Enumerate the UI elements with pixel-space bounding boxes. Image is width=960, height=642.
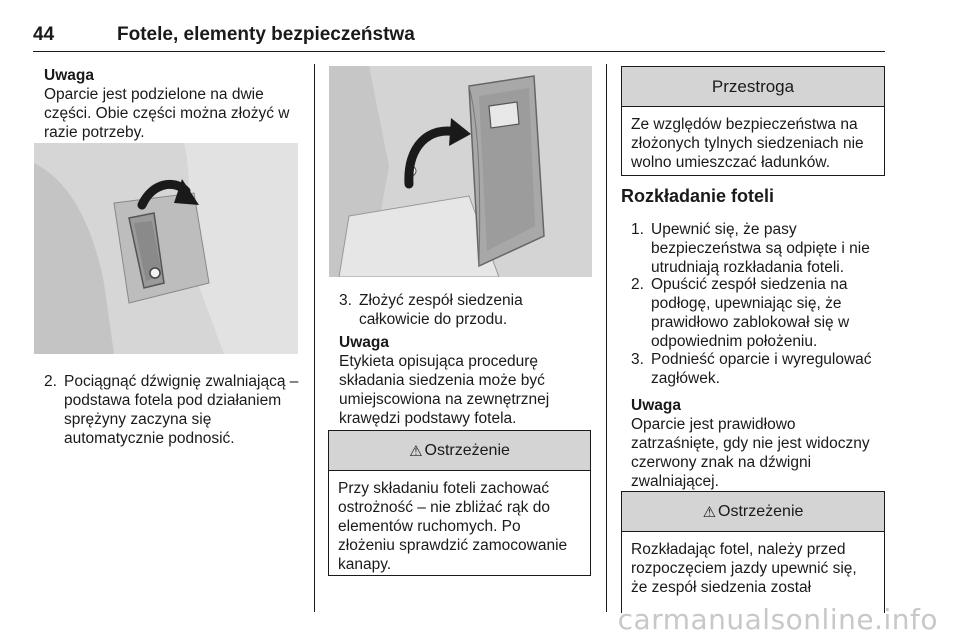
step-line: bezpieczeństwa są odpięte i nie xyxy=(651,240,870,257)
step-line: Złożyć zespół siedzenia xyxy=(359,292,523,309)
warning-icon: ⚠ xyxy=(702,503,717,521)
step-line: Upewnić się, że pasy xyxy=(651,221,797,238)
caution-line: Ze względów bezpieczeństwa na xyxy=(631,116,858,133)
note-line: Oparcie jest podzielone na dwie xyxy=(44,86,264,103)
step-line: podłogę, upewniając się, że xyxy=(651,295,842,312)
warning-line: złożeniu sprawdzić zamocowanie xyxy=(338,537,568,554)
step-text xyxy=(651,220,870,277)
page-header xyxy=(33,22,885,52)
step-2 xyxy=(44,372,308,452)
step-line: Podnieść oparcie i wyregulować xyxy=(651,351,872,368)
unfold-step-3 xyxy=(631,350,889,390)
step-line: prawidłowo zablokował się w xyxy=(651,314,850,331)
note-heading: Uwaga xyxy=(631,397,681,414)
caution-line: wolno umieszczać ładunków. xyxy=(631,154,831,171)
step-line: odpowiednim położeniu. xyxy=(651,333,818,350)
note-line: składania siedzenia może być xyxy=(339,372,545,389)
warning-line: Rozkładając fotel, należy przed xyxy=(631,541,846,558)
release-lever-illustration xyxy=(34,143,298,354)
warning-title: Ostrzeżenie xyxy=(718,502,804,520)
watermark-text: carmanualsonline.info xyxy=(617,603,938,636)
page-number: 44 xyxy=(33,24,55,45)
warning-header xyxy=(329,431,590,471)
caution-line: złożonych tylnych siedzeniach nie xyxy=(631,135,864,152)
step-line: automatycznie podnosić. xyxy=(64,430,235,447)
warning-body xyxy=(329,471,590,582)
step-number: 3. xyxy=(631,351,644,368)
warning-title: Ostrzeżenie xyxy=(424,441,510,459)
step-text xyxy=(64,372,298,448)
note-heading: Uwaga xyxy=(339,334,389,351)
note-line: razie potrzeby. xyxy=(44,124,145,141)
right-note xyxy=(631,396,889,491)
column-divider xyxy=(606,64,607,612)
step-3 xyxy=(339,291,599,331)
section-title: Rozkładanie foteli xyxy=(621,186,775,206)
step-number: 2. xyxy=(631,276,644,293)
step-number: 2. xyxy=(44,373,57,390)
seat-fold-illustration xyxy=(329,66,592,277)
caution-box xyxy=(621,66,885,176)
step-text xyxy=(359,291,523,329)
column-divider xyxy=(314,64,315,612)
note-line: części. Obie części można złożyć w xyxy=(44,105,290,122)
step-line: Pociągnąć dźwignię zwalniającą – xyxy=(64,373,299,390)
warning-header xyxy=(622,492,884,532)
note-line: umiejscowiona na zewnętrznej xyxy=(339,391,550,408)
note-heading: Uwaga xyxy=(44,67,94,84)
unfold-step-1 xyxy=(631,220,889,280)
warning-line: że zespół siedzenia został xyxy=(631,579,812,596)
left-note xyxy=(44,66,306,142)
warning-box xyxy=(328,430,591,576)
middle-note xyxy=(339,333,599,428)
warning-icon: ⚠ xyxy=(409,442,423,460)
note-line: krawędzi podstawy fotela. xyxy=(339,410,517,427)
step-number: 3. xyxy=(339,292,352,309)
step-line: całkowicie do przodu. xyxy=(359,311,508,328)
note-line: Etykieta opisująca procedurę xyxy=(339,353,539,370)
note-line: zatrzaśnięte, gdy nie jest widoczny xyxy=(631,435,870,452)
caution-header: Przestroga xyxy=(622,67,884,107)
unfold-step-2 xyxy=(631,275,889,353)
step-line: podstawa fotela pod działaniem xyxy=(64,392,282,409)
note-line: czerwony znak na dźwigni xyxy=(631,454,812,471)
release-lever-drawing xyxy=(34,143,298,354)
warning-line: ostrożność – nie zbliżać rąk do xyxy=(338,499,550,516)
step-text xyxy=(651,275,849,351)
step-text xyxy=(651,350,872,388)
warning-line: Przy składaniu foteli zachować xyxy=(338,480,550,497)
step-line: Opuścić zespół siedzenia na xyxy=(651,276,848,293)
note-line: zwalniającej. xyxy=(631,473,719,490)
step-number: 1. xyxy=(631,221,644,238)
warning-line: kanapy. xyxy=(338,556,392,573)
caution-body xyxy=(622,107,884,180)
warning-line: rozpoczęciem jazdy upewnić się, xyxy=(631,560,857,577)
warning-line: elementów ruchomych. Po xyxy=(338,518,521,535)
step-line: utrudniają rozkładania foteli. xyxy=(651,259,845,276)
warning-body xyxy=(622,532,884,605)
note-line: Oparcie jest prawidłowo xyxy=(631,416,796,433)
page-title: Fotele, elementy bezpieczeństwa xyxy=(117,24,415,45)
warning-box-2 xyxy=(621,491,885,613)
step-line: zagłówek. xyxy=(651,370,720,387)
seat-fold-drawing xyxy=(329,66,592,277)
step-line: sprężyny zaczyna się xyxy=(64,411,212,428)
